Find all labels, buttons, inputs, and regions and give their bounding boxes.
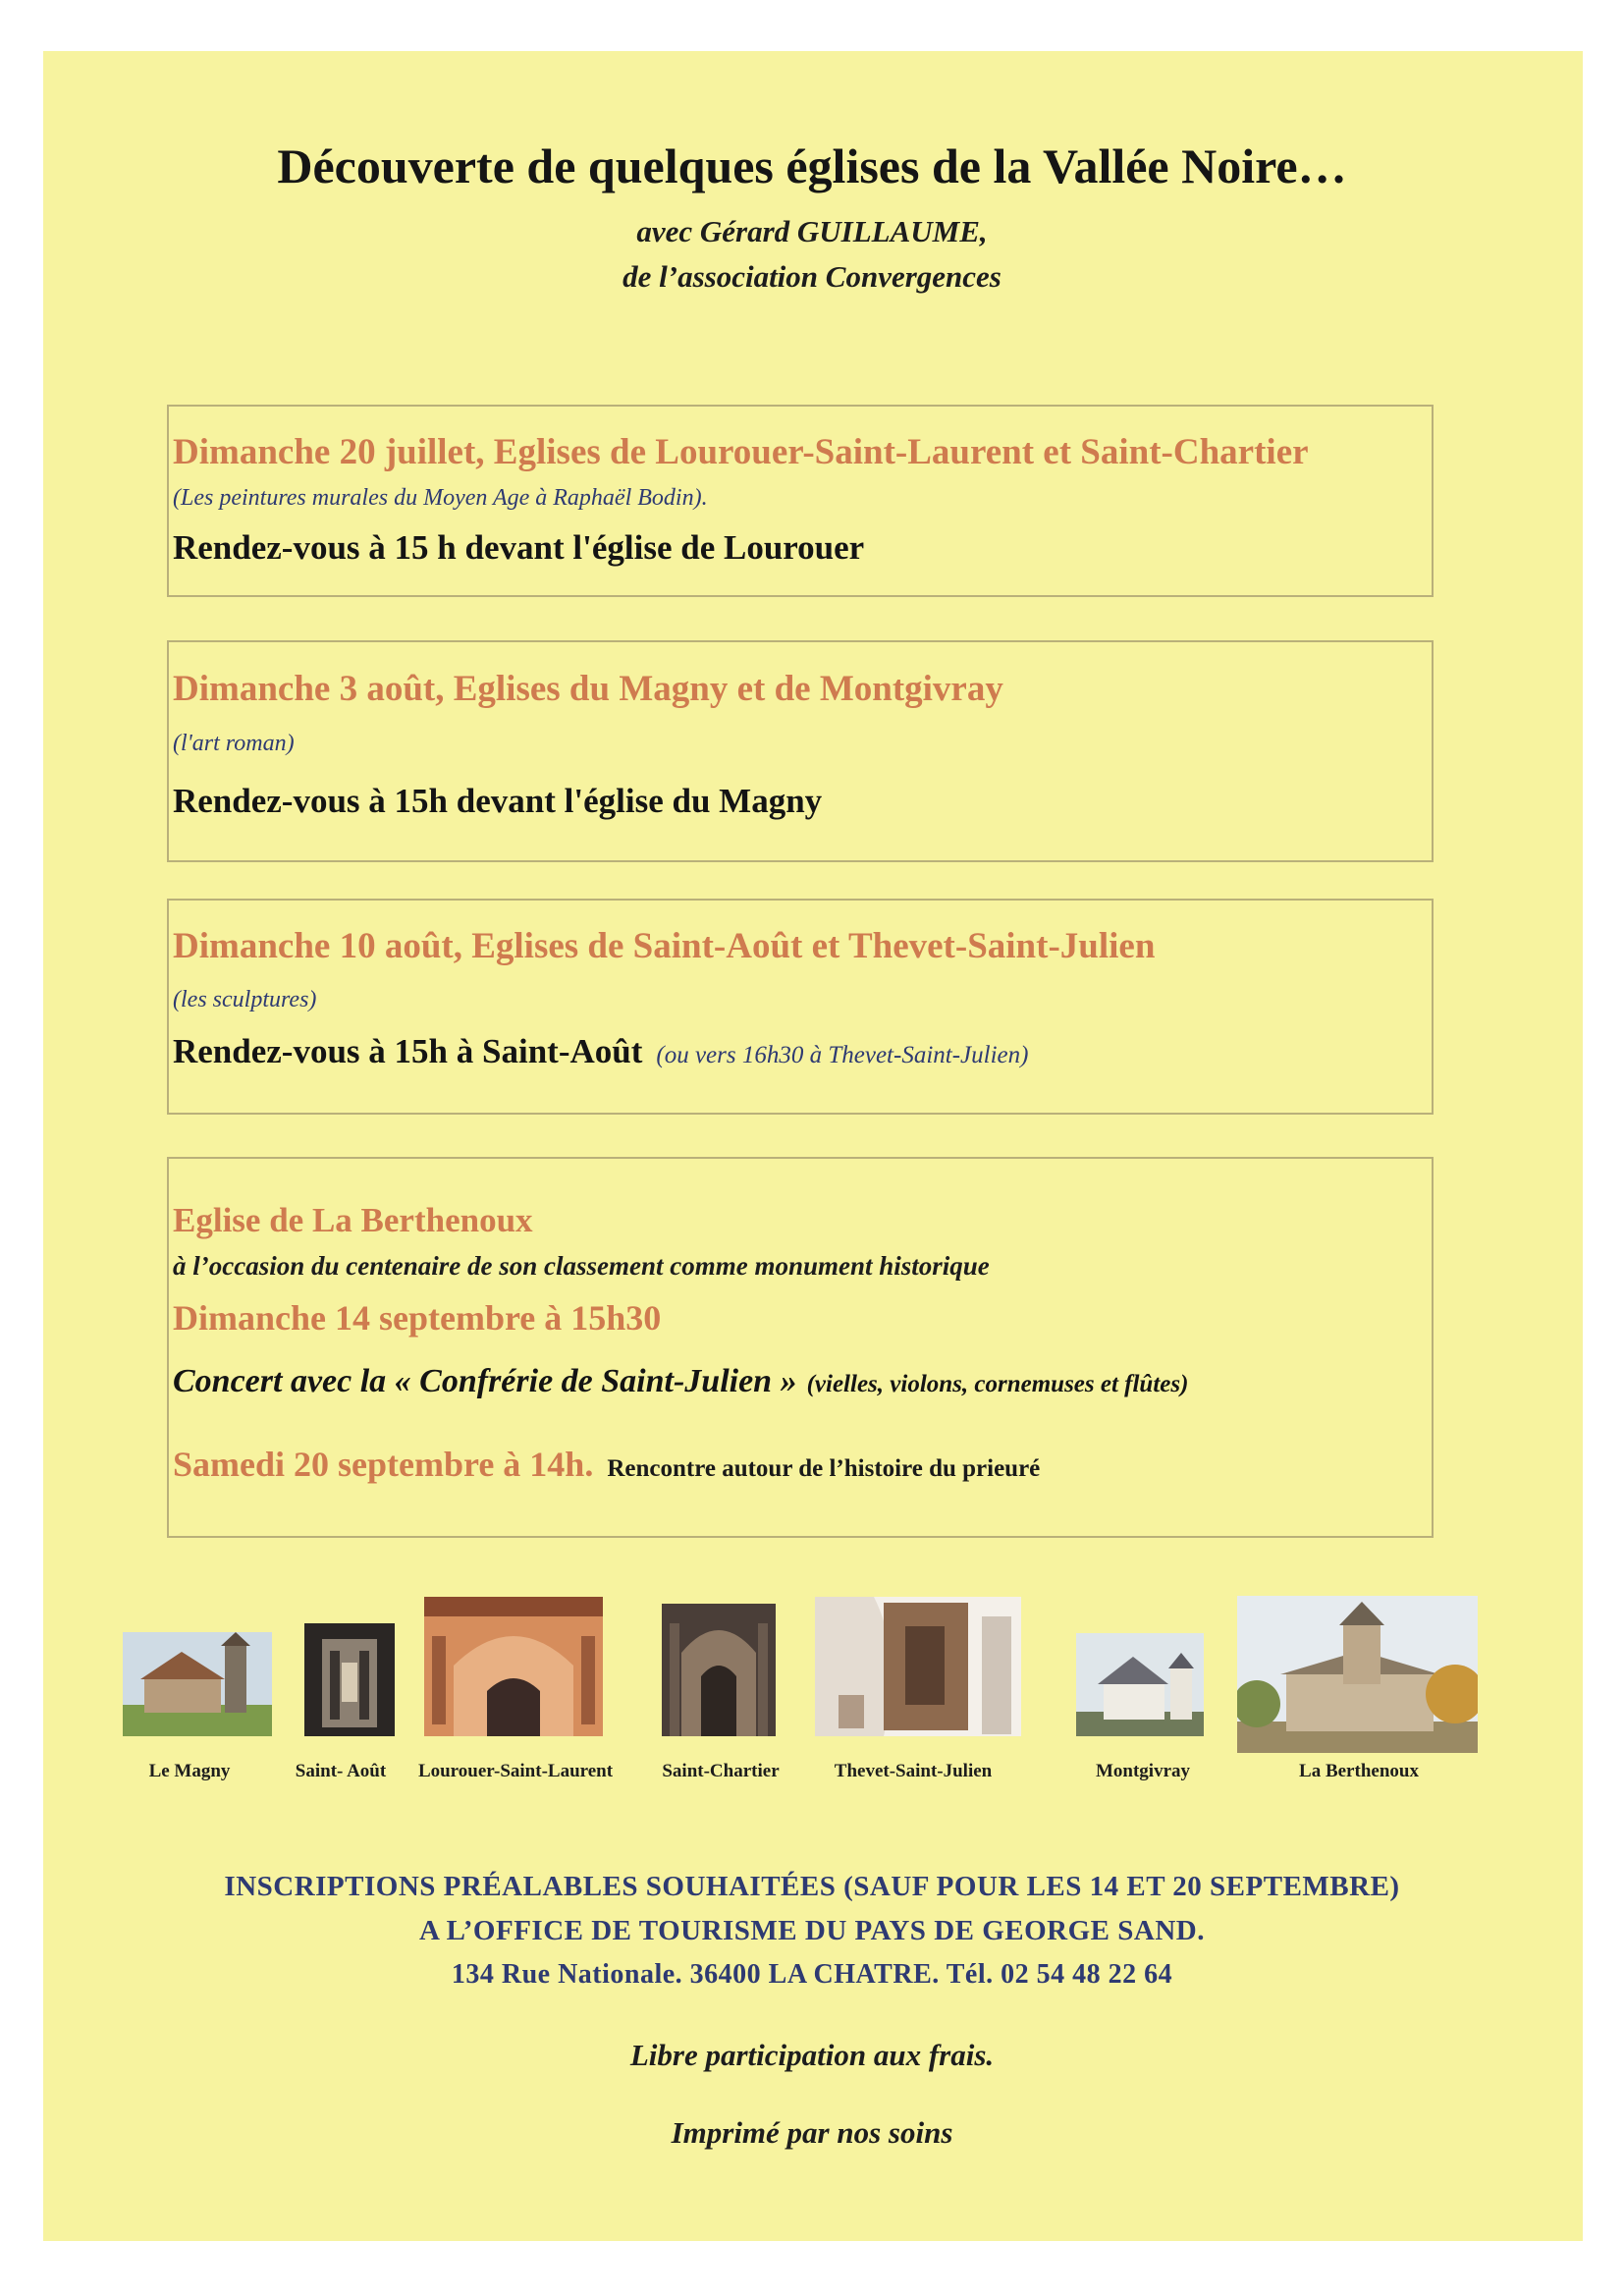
berthenoux-concert — [173, 1363, 1188, 1400]
event-box-july-20 — [167, 405, 1434, 597]
caption-thevet-saint-julien: Thevet-Saint-Julien — [834, 1761, 993, 1781]
office-address: 134 Rue Nationale. 36400 LA CHATRE. Tél. 02 54 48 22 64 — [451, 1959, 1173, 1990]
berthenoux-heading: Eglise de La Berthenoux — [173, 1201, 533, 1239]
caption-le-magny: Le Magny — [148, 1761, 231, 1781]
concert-title: Concert avec la « Confrérie de Saint-Julien » — [173, 1363, 797, 1399]
flyer-sheet — [43, 51, 1583, 2241]
association-line: de l’association Convergences — [623, 259, 1001, 294]
guide-line: avec Gérard GUILLAUME, — [636, 214, 988, 248]
event-theme: (les sculptures) — [173, 987, 317, 1012]
photo-montgivray — [1076, 1633, 1204, 1736]
date-2-text: Samedi 20 septembre à 14h. — [173, 1445, 594, 1484]
berthenoux-date-2 — [173, 1444, 1040, 1485]
event-box-aug-3 — [167, 640, 1434, 862]
caption-saint-aout: Saint- Août — [295, 1761, 387, 1781]
date-2-note: Rencontre autour de l’histoire du prieuré — [607, 1455, 1041, 1482]
event-meeting-text: Rendez-vous à 15h à Saint-Août — [173, 1032, 643, 1070]
event-theme: (Les peintures murales du Moyen Age à Raphaël Bodin). — [173, 485, 708, 511]
event-heading: Dimanche 3 août, Eglises du Magny et de Montgivray — [173, 669, 1003, 709]
event-heading: Dimanche 20 juillet, Eglises de Lourouer-Saint-Laurent et Saint-Chartier — [173, 432, 1309, 472]
berthenoux-occasion: à l’occasion du centenaire de son classement comme monument historique — [173, 1251, 990, 1281]
photo-saint-aout — [304, 1623, 395, 1736]
caption-lourouer-saint-laurent: Lourouer-Saint-Laurent — [417, 1761, 614, 1781]
event-meeting: Rendez-vous à 15 h devant l'église de Lourouer — [173, 528, 865, 567]
page-title: Découverte de quelques églises de la Vallée Noire… — [277, 138, 1347, 193]
tourism-office: A L’OFFICE DE TOURISME DU PAYS DE GEORGE SAND. — [419, 1915, 1205, 1946]
photo-le-magny — [123, 1632, 272, 1736]
event-theme: (l'art roman) — [173, 731, 295, 756]
event-meeting — [173, 1032, 1028, 1071]
concert-instruments: (vielles, violons, cornemuses et flûtes) — [806, 1371, 1189, 1397]
participation-note: Libre participation aux frais. — [629, 2038, 995, 2072]
caption-la-berthenoux: La Berthenoux — [1299, 1761, 1419, 1781]
event-heading: Dimanche 10 août, Eglises de Saint-Août et Thevet-Saint-Julien — [173, 926, 1156, 966]
event-meeting-note: (ou vers 16h30 à Thevet-Saint-Julien) — [656, 1042, 1029, 1068]
caption-montgivray: Montgivray — [1095, 1761, 1191, 1781]
photo-lourouer-saint-laurent — [424, 1597, 603, 1736]
registration-notice: INSCRIPTIONS PRÉALABLES SOUHAITÉES (SAUF POUR LES 14 ET 20 SEPTEMBRE) — [224, 1871, 1400, 1902]
printed-note: Imprimé par nos soins — [671, 2115, 953, 2150]
event-meeting: Rendez-vous à 15h devant l'église du Magny — [173, 782, 823, 820]
photo-saint-chartier — [662, 1604, 776, 1736]
berthenoux-date-1: Dimanche 14 septembre à 15h30 — [173, 1298, 662, 1338]
photo-la-berthenoux — [1237, 1596, 1478, 1753]
event-box-berthenoux — [167, 1157, 1434, 1538]
photo-thevet-saint-julien — [815, 1597, 1021, 1736]
caption-saint-chartier: Saint-Chartier — [662, 1761, 780, 1781]
event-box-aug-10 — [167, 899, 1434, 1115]
